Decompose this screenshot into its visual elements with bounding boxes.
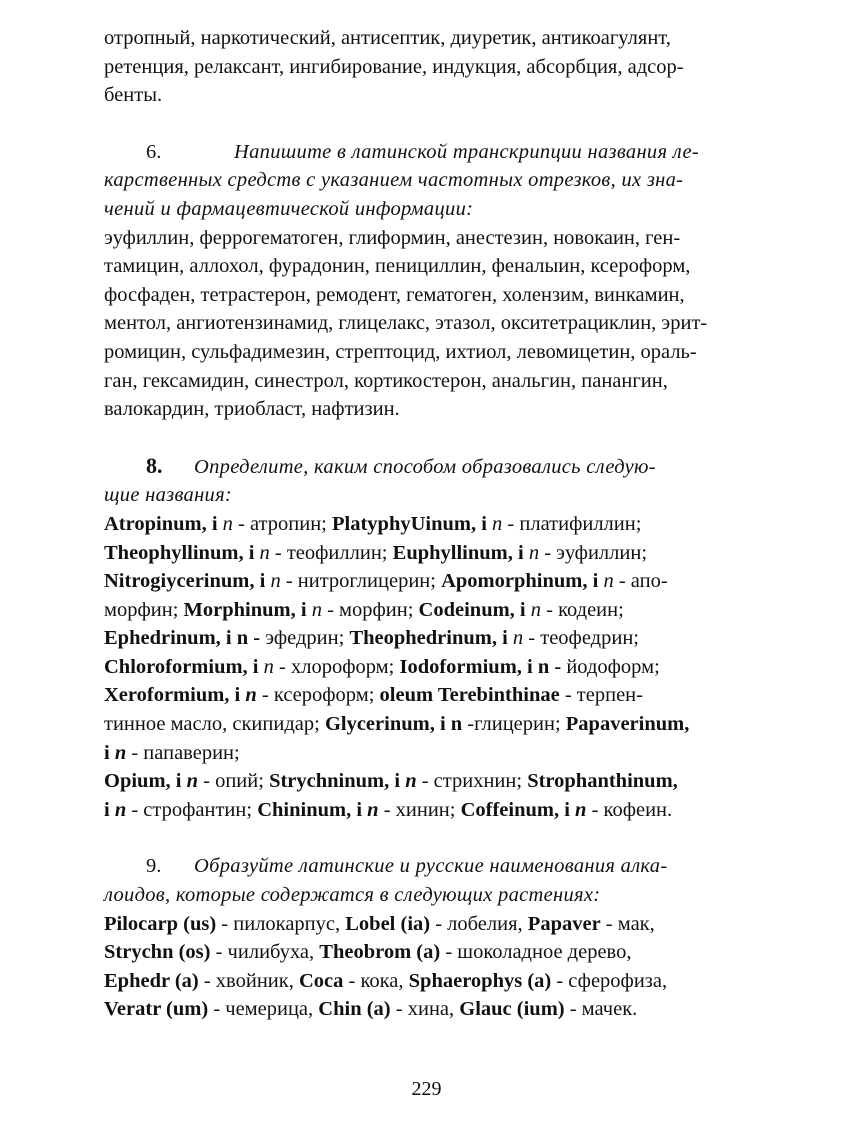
term-run: n xyxy=(311,598,322,621)
term-run: n xyxy=(186,770,198,793)
text-run: - чемерица, xyxy=(208,998,319,1021)
term-run: Strychninum, i xyxy=(269,770,401,793)
task-8-heading-line: щие названия: xyxy=(104,484,233,507)
page-number: 229 xyxy=(411,1078,442,1100)
task-9-heading-line: лоидов, которые содержатся в следующих растениях: xyxy=(104,884,601,907)
text-run: - мак, xyxy=(600,912,655,935)
body-line xyxy=(104,539,755,568)
term-run: n xyxy=(114,798,127,821)
body-line xyxy=(104,510,755,539)
text-run: - хвойник, xyxy=(198,969,299,992)
term-run: oleum Terebinthinae xyxy=(379,684,560,707)
term-run: n xyxy=(603,570,614,593)
term-run: Atropinum, i xyxy=(104,512,218,535)
text-run: тинное масло, скипидар; xyxy=(104,713,325,736)
task-9 xyxy=(104,852,755,1024)
term-run: Sphaerophys (a) xyxy=(408,969,552,992)
text-run: - эуфиллин; xyxy=(539,541,648,564)
term-run: Coffeinum, i xyxy=(460,798,570,821)
term-run: Chloroformium, i xyxy=(104,655,259,678)
term-run: Euphyllinum, i xyxy=(392,541,524,564)
term-run: Papaverinum, xyxy=(565,713,690,736)
term-run: Theophedrinum, i xyxy=(349,627,508,650)
term-run: Strophanthinum, xyxy=(527,770,678,793)
text-run: - чилибуха, xyxy=(210,941,320,964)
text-run: - платифиллин; xyxy=(502,512,642,535)
term-run: Opium, i xyxy=(104,770,182,793)
text-run: - стрихнин; xyxy=(416,770,528,793)
term-run: n xyxy=(405,770,417,793)
term-run: n xyxy=(114,741,127,764)
task-6-heading-line: чений и фармацевтической информации: xyxy=(104,197,474,220)
term-run: n xyxy=(575,798,587,821)
text-run: -глицерин; xyxy=(462,713,566,736)
term-run: Ephedr (a) xyxy=(104,969,199,992)
term-run: Codeinum, i xyxy=(418,598,526,621)
text-run: - кока, xyxy=(343,969,409,992)
body-line xyxy=(104,624,755,653)
task-6-heading-line xyxy=(104,138,755,167)
term-run: i xyxy=(104,798,110,821)
text-run: - кофеин. xyxy=(586,798,673,821)
term-run: Papaver xyxy=(527,912,601,935)
term-run: n xyxy=(259,541,270,564)
term-run: n xyxy=(492,512,503,535)
text-run: йодоформ; xyxy=(561,655,660,678)
task-6-body-line: эуфиллин, феррогематоген, глиформин, анестезин, новокаин, ген- xyxy=(104,226,681,249)
intro-line: бенты. xyxy=(104,84,163,107)
task-9-number: 9. xyxy=(146,855,162,878)
text-run: - ксероформ; xyxy=(256,684,380,707)
page-content xyxy=(104,24,755,1024)
task-6-body-line: фосфаден, тетрастерон, ремодент, гематоген, холензим, винкамин, xyxy=(104,283,685,306)
intro-paragraph xyxy=(104,24,755,110)
task-6-heading-text: Напишите в латинской транскрипции названия ле- xyxy=(234,140,699,163)
text-run: - пилокарпус, xyxy=(216,912,346,935)
text-run: - шоколадное дерево, xyxy=(440,941,632,964)
term-run: n xyxy=(263,655,274,678)
term-run: Chin (a) xyxy=(318,998,391,1021)
term-run: Nitrogiycerinum, i xyxy=(104,570,266,593)
text-run: - апо- xyxy=(613,570,668,593)
task-8-heading-line xyxy=(104,452,755,482)
term-run: Glauc (ium) xyxy=(459,998,565,1021)
body-line xyxy=(104,995,755,1024)
body-line xyxy=(104,739,755,768)
intro-line: ретенция, релаксант, ингибирование, индукция, абсорбция, адсор- xyxy=(104,55,684,78)
term-run: Theophyllinum, i xyxy=(104,541,255,564)
term-run: Coca xyxy=(298,969,344,992)
task-6 xyxy=(104,138,755,424)
text-run: - опий; xyxy=(198,770,270,793)
term-run: Morphinum, i xyxy=(183,598,307,621)
body-line xyxy=(104,967,755,996)
body-line xyxy=(104,567,755,596)
term-run: n xyxy=(512,627,524,650)
task-6-body-line: ромицин, сульфадимезин, стрептоцид, ихтиол, левомицетин, ораль- xyxy=(104,340,697,363)
task-9-body xyxy=(104,910,755,1024)
term-run: Iodoformium, i n - xyxy=(399,655,562,678)
body-line xyxy=(104,796,755,825)
task-6-body-line: тамицин, аллохол, фурадонин, пенициллин, феналыин, ксероформ, xyxy=(104,255,691,278)
task-6-body-line: ментол, ангиотензинамид, глицелакс, этазол, окситетрациклин, эрит- xyxy=(104,312,708,335)
text-run: - лобелия, xyxy=(430,912,528,935)
text-run: - сферофиза, xyxy=(551,969,668,992)
text-run: - мачек. xyxy=(564,998,638,1021)
term-run: Pilocarp (us) xyxy=(104,912,217,935)
body-line xyxy=(104,681,755,710)
task-6-heading-line: карственных средств с указанием частотных отрезков, их зна- xyxy=(104,169,684,192)
body-line xyxy=(104,910,755,939)
term-run: n xyxy=(367,798,379,821)
task-6-number: 6. xyxy=(146,140,162,163)
term-run: Theobrom (a) xyxy=(319,941,441,964)
term-run: Glycerinum, i n xyxy=(324,713,463,736)
text-run: - терпен- xyxy=(559,684,643,707)
text-run: - атропин; xyxy=(232,512,332,535)
text-run: эфедрин; xyxy=(260,627,350,650)
term-run: Xeroformium, i xyxy=(104,684,241,707)
text-run: - нитроглицерин; xyxy=(280,570,442,593)
term-run: Veratr (um) xyxy=(104,998,209,1021)
term-run: Ephedrinum, i n - xyxy=(104,627,261,650)
task-9-heading-line xyxy=(104,852,755,881)
task-6-body-line: ган, гексамидин, синестрол, кортикостерон, анальгин, панангин, xyxy=(104,369,668,392)
text-run: - хинин; xyxy=(378,798,461,821)
body-line xyxy=(104,596,755,625)
text-run: - теофиллин; xyxy=(269,541,393,564)
term-run: Apomorphinum, i xyxy=(441,570,599,593)
task-8-number: 8. xyxy=(146,452,163,478)
task-8-body xyxy=(104,510,755,825)
term-run: i xyxy=(104,741,110,764)
term-run: n xyxy=(222,512,233,535)
body-line xyxy=(104,653,755,682)
term-run: n xyxy=(528,541,540,564)
body-line xyxy=(104,767,755,796)
term-run: Lobel (ia) xyxy=(345,912,431,935)
term-run: PlatyphyUinum, i xyxy=(332,512,487,535)
intro-line: отропный, наркотический, антисептик, диуретик, антикоагулянт, xyxy=(104,27,671,49)
term-run: n xyxy=(245,684,257,707)
term-run: n xyxy=(530,598,541,621)
term-run: Chininum, i xyxy=(257,798,363,821)
text-run: - хлороформ; xyxy=(273,655,400,678)
text-run: - папаверин; xyxy=(126,741,240,764)
text-run: - морфин; xyxy=(321,598,419,621)
text-run: - теофедрин; xyxy=(523,627,639,650)
task-6-body-line: валокардин, триобласт, нафтизин. xyxy=(104,398,400,421)
task-8-heading-text: Определите, каким способом образовались следую- xyxy=(194,455,656,478)
term-run: Strychn (os) xyxy=(104,941,211,964)
task-9-heading-text: Образуйте латинские и русские наименования алка- xyxy=(194,855,668,878)
text-run: - строфантин; xyxy=(126,798,258,821)
text-run: - кодеин; xyxy=(541,598,624,621)
body-line xyxy=(104,938,755,967)
text-run: - хина, xyxy=(390,998,460,1021)
term-run: n xyxy=(270,570,281,593)
body-line xyxy=(104,710,755,739)
text-run: морфин; xyxy=(104,598,184,621)
task-8 xyxy=(104,452,755,825)
